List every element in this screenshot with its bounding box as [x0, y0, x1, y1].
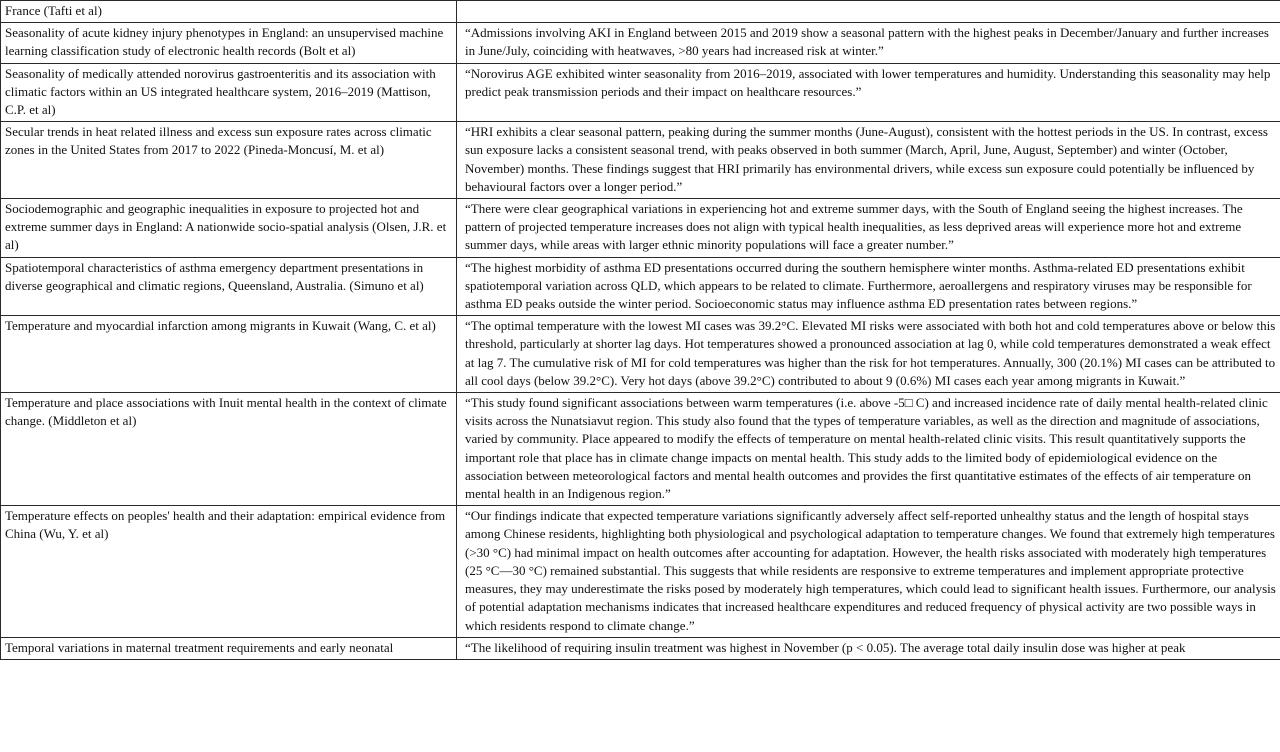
table-row	[1, 506, 1280, 637]
finding-cell: “The highest morbidity of asthma ED presentations occurred during the southern hemisphere winter months. Asthma-related ED presentations exhibit spatiotemporal variation across QLD, which appears to be related to climate. Furthermore, aeroallergens and respiratory viruses may be responsible for asthma ED peaks outside the winter period. Socioeconomic status may influence asthma ED presentation rates between regions.”	[457, 257, 1280, 316]
study-cell: Temporal variations in maternal treatment requirements and early neonatal	[1, 637, 457, 659]
table-row	[1, 637, 1280, 659]
study-cell: Spatiotemporal characteristics of asthma emergency department presentations in diverse geographical and climatic regions, Queensland, Australia. (Simuno et al)	[1, 257, 457, 316]
study-cell: France (Tafti et al)	[1, 1, 457, 23]
table-row	[1, 1, 1280, 23]
table-row	[1, 63, 1280, 122]
finding-cell: “Norovirus AGE exhibited winter seasonality from 2016–2019, associated with lower temperatures and humidity. Understanding this seasonality may help predict peak transmission periods and their impact on healthcare resources.”	[457, 63, 1280, 122]
table-row	[1, 393, 1280, 506]
finding-cell: “Admissions involving AKI in England between 2015 and 2019 show a seasonal pattern with the highest peaks in December/January and further increases in June/July, coinciding with heatwaves, >80 years had increased risk at winter.”	[457, 23, 1280, 63]
finding-cell	[457, 1, 1280, 23]
finding-cell: “This study found significant associations between warm temperatures (i.e. above -5□ C) and increased incidence rate of daily mental health-related clinic visits across the Nunatsiavut region. This study also found that the types of temperature variables, as well as the direction and magnitude of associations, varied by community. Place appeared to modify the effects of temperature on mental health-related clinic visits. This result quantitatively supports the important role that place has in climate change impacts on mental health. This study adds to the limited body of epidemiological evidence on the association between meteorological factors and mental health outcomes and provides the first quantitative estimates of the effects of air temperature on mental health in an Indigenous region.”	[457, 393, 1280, 506]
study-cell: Seasonality of medically attended norovirus gastroenteritis and its association with climatic factors within an US integrated healthcare system, 2016–2019 (Mattison, C.P. et al)	[1, 63, 457, 122]
study-cell: Temperature and myocardial infarction among migrants in Kuwait (Wang, C. et al)	[1, 316, 457, 393]
finding-cell: “The optimal temperature with the lowest MI cases was 39.2°C. Elevated MI risks were associated with both hot and cold temperatures above or below this threshold, particularly at shorter lag days. Hot temperatures showed a pronounced association at lag 0, while cold temperatures demonstrated a weak effect at lag 7. The cumulative risk of MI for cold temperatures was higher than the risk for hot temperatures. Annually, 300 (20.1%) MI cases can be attributed to all cool days (below 39.2°C). Very hot days (above 39.2°C) contributed to about 9 (0.6%) MI cases each year among migrants in Kuwait.”	[457, 316, 1280, 393]
study-cell: Temperature effects on peoples' health and their adaptation: empirical evidence from China (Wu, Y. et al)	[1, 506, 457, 637]
table-row	[1, 316, 1280, 393]
table-row	[1, 199, 1280, 258]
study-cell: Temperature and place associations with Inuit mental health in the context of climate change. (Middleton et al)	[1, 393, 457, 506]
finding-cell: “There were clear geographical variations in experiencing hot and extreme summer days, with the South of England seeing the highest increases. The pattern of projected temperature increases does not align with typical health inequalities, as less deprived areas will experience more hot and extreme summer days, while areas with larger ethnic minority populations will face a greater number.”	[457, 199, 1280, 258]
finding-cell: “The likelihood of requiring insulin treatment was highest in November (p < 0.05). The average total daily insulin dose was higher at peak	[457, 637, 1280, 659]
study-cell: Secular trends in heat related illness and excess sun exposure rates across climatic zones in the United States from 2017 to 2022 (Pineda-Moncusí, M. et al)	[1, 122, 457, 199]
study-cell: Seasonality of acute kidney injury phenotypes in England: an unsupervised machine learning classification study of electronic health records (Bolt et al)	[1, 23, 457, 63]
table-row	[1, 23, 1280, 63]
finding-cell: “HRI exhibits a clear seasonal pattern, peaking during the summer months (June-August), consistent with the hottest periods in the US. In contrast, excess sun exposure lacks a consistent seasonal trend, with peaks observed in both summer (March, April, June, August, September) and winter (October, November) months. These findings suggest that HRI primarily has environmental drivers, while excess sun exposure could potentially be influenced by behavioural factors over a longer period.”	[457, 122, 1280, 199]
table-row	[1, 257, 1280, 316]
study-cell: Sociodemographic and geographic inequalities in exposure to projected hot and extreme summer days in England: A nationwide socio-spatial analysis (Olsen, J.R. et al)	[1, 199, 457, 258]
finding-cell: “Our findings indicate that expected temperature variations significantly adversely affect self-reported unhealthy status and the length of hospital stays among Chinese residents, highlighting both physiological and psychological adaptation to temperature changes. We found that extremely high temperatures (>30 °C) had minimal impact on health outcomes after accounting for adaptation. However, the health risks associated with moderately high temperatures (25 °C—30 °C) remained substantial. This suggests that while residents are responsive to extreme temperatures and implement appropriate protective measures, they may underestimate the risks posed by moderately high temperatures, which could lead to significant health issues. Furthermore, our analysis of potential adaptation mechanisms indicates that increased healthcare expenditures and reduced frequency of physical activity are two possible ways in which residents respond to climate change.”	[457, 506, 1280, 637]
table-row	[1, 122, 1280, 199]
